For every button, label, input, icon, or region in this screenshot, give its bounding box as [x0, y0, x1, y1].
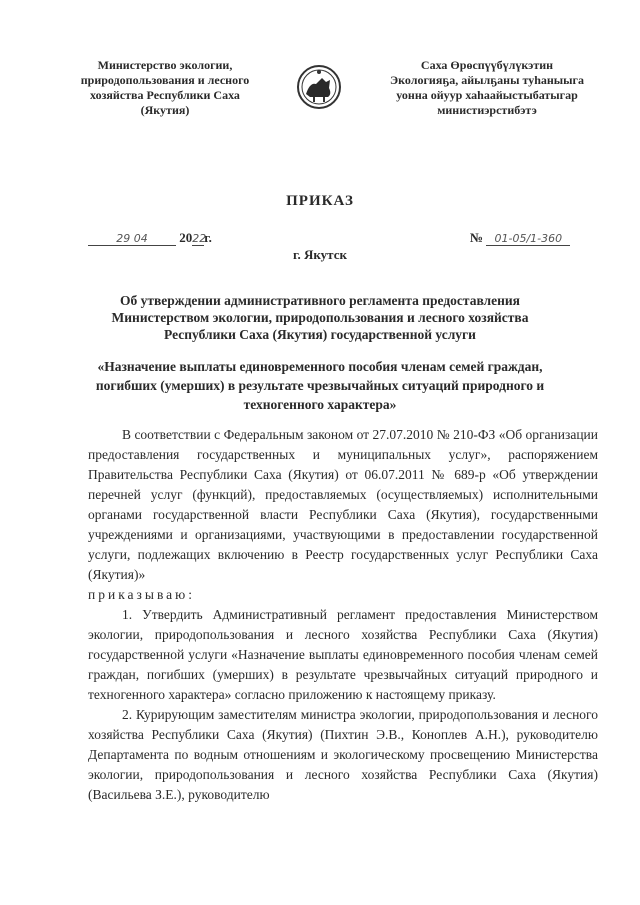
order-number [470, 230, 570, 246]
coat-of-arms-icon [296, 64, 342, 110]
handwritten-date: 29 04 [88, 232, 176, 246]
handwritten-number: 01-05/1-360 [486, 232, 570, 246]
clause-paragraph: 1. Утвердить Административный регламент предоставления Министерством экологии, природопользования и лесного хозяйства Республики Саха (Якутия) государственной услуги «Назначение выплаты единовременного пособия членам семей граждан, погибших (умерших) в результате чрезвычайных ситуаций природного и техногенного характера» согласно приложению к настоящему приказу. [88, 607, 598, 702]
document-title: ПРИКАЗ [286, 193, 354, 209]
service-name [70, 357, 570, 414]
service-line: погибших (умерших) в результате чрезвычайных ситуаций природного и [95, 378, 545, 393]
service-line: «Назначение выплаты единовременного пособия членам семей граждан, [97, 359, 543, 374]
ministry-name-line: Саха Өрөспүүбүлүкэтин [420, 58, 554, 72]
subject-line: Республики Саха (Якутия) государственной услуги [164, 327, 476, 342]
subject-line: Министерством экологии, природопользования и лесного хозяйства [111, 310, 529, 325]
issue-city: г. Якутск [293, 247, 347, 262]
preamble-paragraph: В соответствии с Федеральным законом от 27.07.2010 № 210-ФЗ «Об организации предоставления государственных и муниципальных услуг», распоряжением Правительства Республики Саха (Якутия) от 06.07.2011 № 689-р «Об утверждении перечней услуг (функций), предоставляемых (осуществляемых) исполнительными органами государственной власти Республики Саха (Якутия), государственными учреждениями и организациями, участвующими в предоставлении государственной услуги, подлежащих включению в Реестр государственных услуг Республики Саха (Якутия)» [88, 427, 598, 582]
ministry-name-line: министиэрстибэтэ [437, 103, 537, 117]
clause-paragraph: 2. Курирующим заместителям министра экологии, природопользования и лесного хозяйства Республики Саха (Якутия) (Пихтин Э.В., Коноплев А.Н.), руководителю Департамента по водным отношениям и экологическому просвещению Министерства экологии, природопользования и лесного хозяйства Республики Саха (Якутия) (Васильева З.Е.), руководителю [88, 707, 598, 802]
order-word: приказываю: [88, 587, 195, 602]
order-subject [70, 292, 570, 343]
handwritten-year: 22 [192, 232, 207, 245]
order-date [88, 230, 212, 246]
ministry-name-russian [60, 58, 270, 118]
ministry-name-sakha [372, 58, 602, 118]
ministry-name-line: Экологияҕа, айылҕаны туһаныыга [390, 73, 584, 87]
ministry-name-line: (Якутия) [140, 103, 190, 117]
number-sign: № [470, 230, 484, 245]
date-year: 20 [179, 230, 193, 245]
date-suffix: г. [204, 230, 212, 245]
ministry-name-line: хозяйства Республики Саха [90, 88, 240, 102]
service-line: техногенного характера» [243, 397, 397, 412]
ministry-name-line: уонна ойуур хаһаайыстыбатыгар [396, 88, 578, 102]
ministry-name-line: Министерство экологии, [97, 58, 233, 72]
ministry-name-line: природопользования и лесного [80, 73, 250, 87]
order-body [88, 425, 598, 805]
subject-line: Об утверждении административного регламента предоставления [120, 293, 520, 308]
